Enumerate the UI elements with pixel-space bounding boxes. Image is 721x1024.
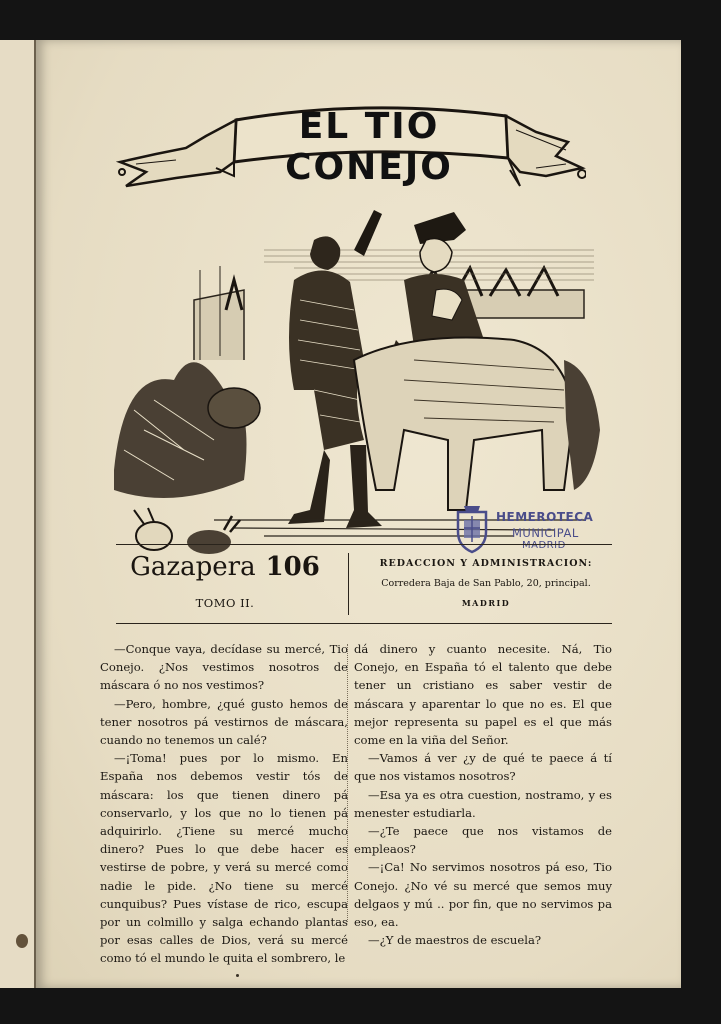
office-city: MADRID <box>461 598 511 608</box>
stamp-line-2: MUNICIPAL <box>512 526 579 540</box>
issue-title <box>130 552 320 582</box>
paragraph: —¡Toma! pues por lo mismo. En España nos debemos vestir tós de máscara: los que tienen dinero pá conservarlo, y los que no lo tienen pá adquirirlo. ¿Tiene su mercé mucho dinero? Pues lo que debe hacer es vestirse de pobre, y verá su mercé como nadie le pide. ¿No tiene su mercé cunquibus? Pues vístase de rico, escupa por un colmillo y salga echando plantas por esas calles de Dios, verá su mercé como tó el mundo le quita el sombrero, le <box>100 751 348 966</box>
editorial-office-heading: REDACCION Y ADMINISTRACION: <box>379 558 593 569</box>
column-divider <box>347 644 348 922</box>
paper-speck <box>236 974 239 977</box>
office-address: Corredera Baja de San Pablo, 20, principal. <box>381 578 591 589</box>
volume-label: TOMO II. <box>195 596 255 610</box>
text-column-right <box>354 640 612 949</box>
paragraph: —¿Te paece que nos vistamos de empleaos? <box>354 824 612 857</box>
bottom-rule <box>116 623 612 624</box>
left-page-edge <box>0 40 36 988</box>
paragraph: —Conque vaya, decídase su mercé, Tio Conejo. ¿Nos vestimos nosotros de máscara ó no nos vestimos? <box>100 642 348 693</box>
issue-number: 106 <box>265 552 320 582</box>
newspaper-page <box>36 40 681 988</box>
paragraph: dá dinero y cuanto necesite. Ná, Tio Conejo, en España tó el talento que debe tener un cristiano es saber vestir de máscara y aparentar lo que no es. El que mejor representa su papel es el que más come en la viña del Señor. <box>354 642 612 748</box>
ink-stain <box>16 934 28 948</box>
text-column-left <box>100 640 348 968</box>
paragraph: —¡Ca! No servimos nosotros pá eso, Tio Conejo. ¿No vé su mercé que semos muy delgaos y mú .. por fin, que no servimos pa eso, ea. <box>354 860 612 930</box>
stamp-line-3: MADRID <box>522 540 566 551</box>
paragraph: —Vamos á ver ¿y de qué te paece á tí que nos vistamos nosotros? <box>354 751 612 784</box>
header-divider <box>348 553 349 615</box>
stamp-line-1: HEMEROTECA <box>496 510 594 524</box>
newspaper-title: EL TIO CONEJO <box>285 106 453 188</box>
coat-of-arms-icon <box>450 502 494 554</box>
paragraph: —¿Y de maestros de escuela? <box>368 933 542 948</box>
top-rule <box>116 544 612 545</box>
library-stamp <box>450 500 610 560</box>
paragraph: —Pero, hombre, ¿qué gusto hemos de tener nosotros pá vestirnos de máscara, cuando no tenemos un calé? <box>100 696 348 748</box>
paragraph: —Esa ya es otra cuestion, nostramo, y es menester estudiarla. <box>354 787 612 820</box>
gazapera-label: Gazapera <box>130 552 256 582</box>
